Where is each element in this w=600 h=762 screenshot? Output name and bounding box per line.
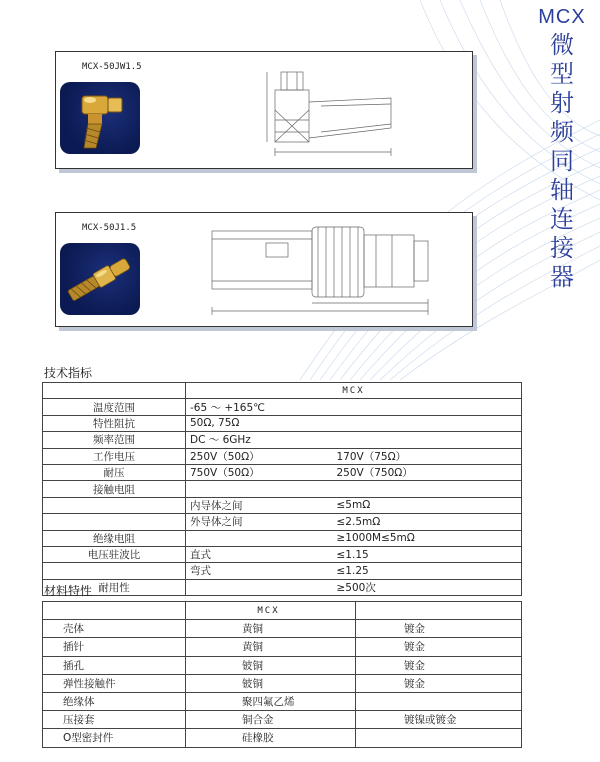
spec-value: DC ～ 6GHz (186, 432, 333, 448)
spec-label: 接触电阻 (43, 481, 186, 497)
material-section-title: 材料特性 (44, 584, 93, 598)
spec-value: ≤1.15 (333, 546, 522, 562)
spec-value: 弯式 (186, 563, 333, 579)
material-name: 硅橡胶 (186, 729, 356, 747)
spec-value (333, 481, 522, 497)
material-plating: 镀镍或镀金 (356, 711, 522, 729)
material-plating: 镀金 (356, 638, 522, 656)
table-row (43, 415, 522, 431)
product-model-label: MCX-50JW1.5 (82, 62, 142, 72)
spec-value: 外导体之间 (186, 514, 333, 530)
side-title (532, 6, 592, 292)
table-row (43, 692, 522, 710)
table-row (43, 729, 522, 747)
material-part: 弹性接触件 (43, 674, 186, 692)
spec-value: ≤5mΩ (333, 497, 522, 513)
material-part: O型密封件 (43, 729, 186, 747)
table-row (43, 546, 522, 562)
spec-value (333, 432, 522, 448)
material-plating: 镀金 (356, 656, 522, 674)
spec-value (186, 530, 333, 546)
table-row (43, 399, 522, 415)
side-title-char: 型 (550, 60, 574, 88)
table-row (43, 481, 522, 497)
material-name: 黄铜 (186, 620, 356, 638)
side-title-char: 射 (550, 89, 574, 117)
spec-label: 耐用性 (43, 579, 186, 595)
spec-value: 内导体之间 (186, 497, 333, 513)
side-title-char: 同 (550, 147, 574, 175)
table-header-cell: MCX (186, 383, 522, 399)
side-title-char: 器 (550, 263, 574, 291)
spec-label: 温度范围 (43, 399, 186, 415)
table-header-cell (43, 383, 186, 399)
spec-value: 50Ω, 75Ω (186, 415, 333, 431)
table-row (43, 514, 522, 530)
material-part: 绝缘体 (43, 692, 186, 710)
spec-value: ≥1000M≤5mΩ (333, 530, 522, 546)
spec-label (43, 563, 186, 579)
table-row (43, 432, 522, 448)
spec-label (43, 497, 186, 513)
table-row (43, 711, 522, 729)
product-card-right-angle (55, 51, 473, 169)
material-name: 聚四氟乙烯 (186, 692, 356, 710)
table-row (43, 497, 522, 513)
connector-photo (60, 243, 140, 315)
spec-label: 工作电压 (43, 448, 186, 464)
technical-drawing-straight (206, 221, 436, 321)
side-title-char: 轴 (550, 176, 574, 204)
side-title-char: 接 (550, 234, 574, 262)
product-card-straight (55, 212, 473, 327)
table-row (43, 656, 522, 674)
spec-label: 电压驻波比 (43, 546, 186, 562)
material-table (42, 601, 522, 748)
table-header-row (43, 383, 522, 399)
material-part: 插孔 (43, 656, 186, 674)
spec-value (186, 481, 333, 497)
spec-section-title: 技术指标 (44, 366, 93, 380)
side-title-char: 连 (550, 205, 574, 233)
material-name: 铜合金 (186, 711, 356, 729)
spec-label: 频率范围 (43, 432, 186, 448)
table-row (43, 579, 522, 595)
table-row (43, 563, 522, 579)
table-row (43, 638, 522, 656)
table-row (43, 674, 522, 692)
spec-label: 特性阻抗 (43, 415, 186, 431)
material-name: 黄铜 (186, 638, 356, 656)
connector-photo (60, 82, 140, 154)
material-plating (356, 729, 522, 747)
table-header-row (43, 602, 522, 620)
spec-label: 耐压 (43, 464, 186, 480)
side-title-char: 频 (550, 118, 574, 146)
material-name: 铍铜 (186, 656, 356, 674)
side-title-latin: MCX (538, 6, 586, 28)
technical-drawing-right-angle (261, 58, 441, 162)
material-part: 压接套 (43, 711, 186, 729)
material-plating: 镀金 (356, 620, 522, 638)
table-row (43, 620, 522, 638)
table-row (43, 530, 522, 546)
material-name: 铍铜 (186, 674, 356, 692)
spec-value (333, 399, 522, 415)
spec-value: 750V（50Ω） (186, 464, 333, 480)
material-part: 插针 (43, 638, 186, 656)
material-part: 壳体 (43, 620, 186, 638)
spec-value: 250V（50Ω） (186, 448, 333, 464)
spec-value (333, 415, 522, 431)
side-title-char: 微 (550, 31, 574, 59)
spec-value: -65 ～ +165℃ (186, 399, 333, 415)
product-model-label: MCX-50J1.5 (82, 223, 137, 233)
spec-value: 直式 (186, 546, 333, 562)
table-header-cell: MCX (186, 602, 356, 620)
spec-value: ≤2.5mΩ (333, 514, 522, 530)
table-header-cell (356, 602, 522, 620)
table-header-cell (43, 602, 186, 620)
spec-value (186, 579, 333, 595)
spec-value: ≤1.25 (333, 563, 522, 579)
material-plating: 镀金 (356, 674, 522, 692)
spec-label: 绝缘电阻 (43, 530, 186, 546)
spec-table (42, 382, 522, 596)
spec-label (43, 514, 186, 530)
spec-value: 170V（75Ω） (333, 448, 522, 464)
spec-value: 250V（750Ω） (333, 464, 522, 480)
material-plating (356, 692, 522, 710)
table-row (43, 448, 522, 464)
table-row (43, 464, 522, 480)
spec-value: ≥500次 (333, 579, 522, 595)
